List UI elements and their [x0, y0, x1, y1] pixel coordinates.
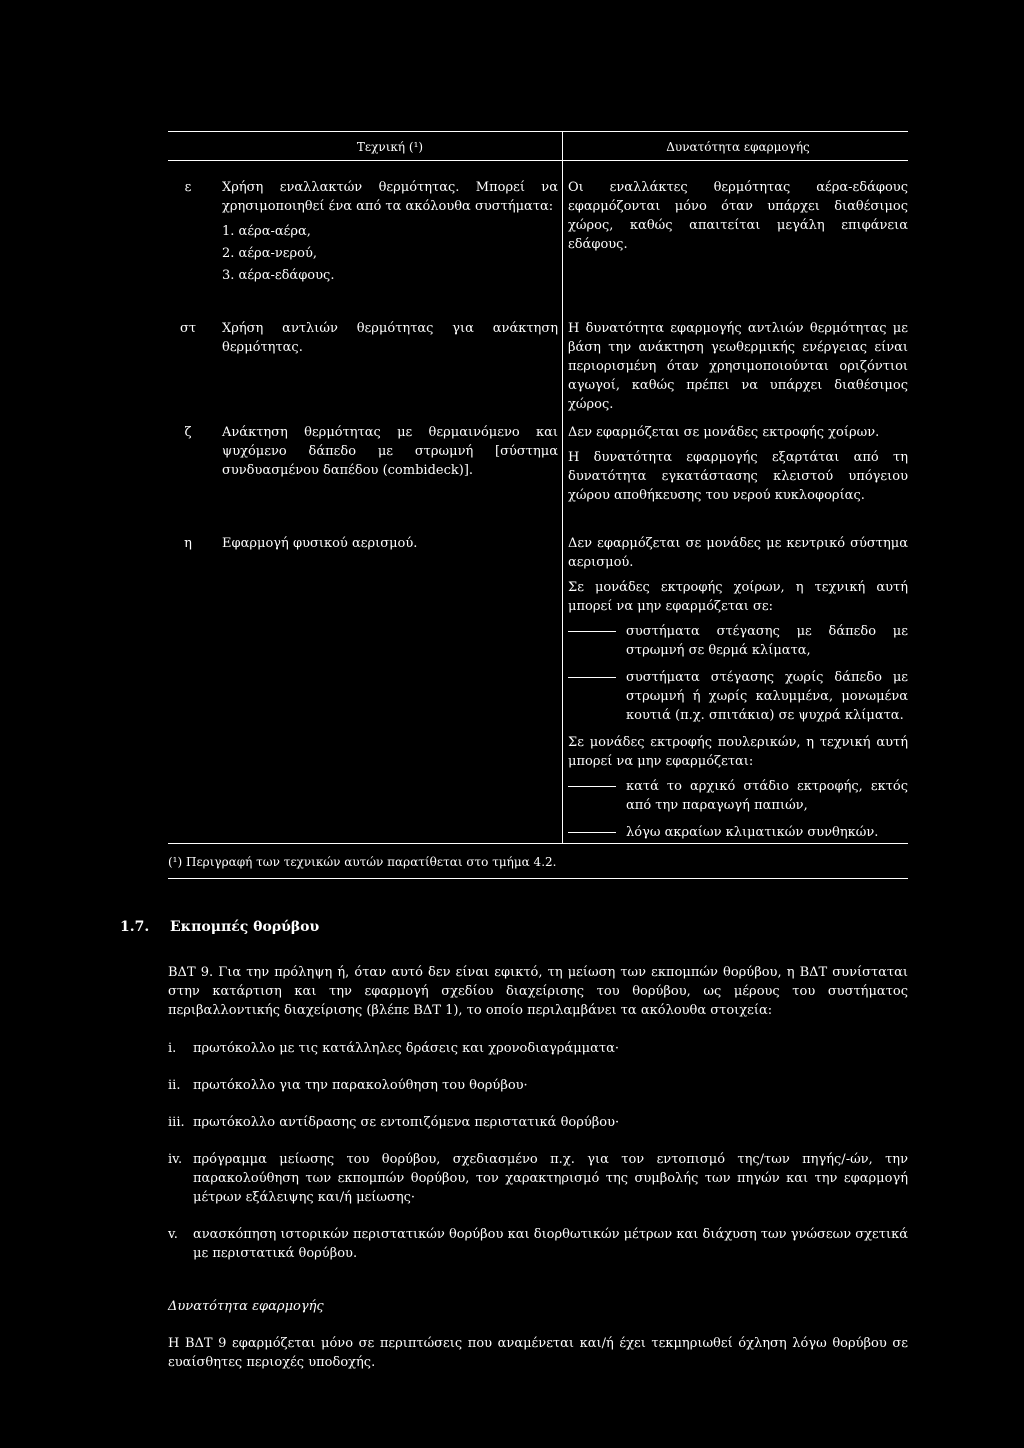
dash-list-item	[568, 777, 908, 815]
list-item	[168, 1076, 908, 1095]
list-item	[168, 1225, 908, 1263]
dash-list-item	[568, 823, 908, 842]
list-number: ii.	[168, 1078, 181, 1093]
applicability-cell	[568, 423, 908, 511]
table-header-rule	[168, 160, 908, 161]
dash-icon	[568, 786, 616, 787]
table-footnote: (¹) Περιγραφή των τεχνικών αυτών παρατίθεται στο τμήμα 4.2.	[168, 855, 557, 869]
bat-paragraph: ΒΔΤ 9. Για την πρόληψη ή, όταν αυτό δεν είναι εφικτό, τη μείωση των εκπομπών θορύβου, η ΒΔΤ συνίσταται στην κατάρτιση και την εφαρμογή σχεδίου διαχείρισης του θορύβου, ως μέρους του συστήματος περιβαλλοντικής διαχείρισης (βλέπε ΒΔΤ 1), το οποίο περιλαμβάνει τα ακόλουθα στοιχεία:	[168, 965, 908, 1018]
dash-list-item	[568, 622, 908, 660]
dash-list-item	[568, 668, 908, 725]
technique-text: Χρήση αντλιών θερμότητας για ανάκτηση θερμότητας.	[222, 321, 558, 355]
row-id: ε	[184, 180, 192, 195]
applicability-text: Σε μονάδες εκτροφής χοίρων, η τεχνική αυτή μπορεί να μην εφαρμόζεται σε:	[568, 580, 908, 614]
technique-cell	[222, 319, 558, 363]
applicability-cell	[568, 178, 908, 260]
list-number: i.	[168, 1041, 177, 1056]
row-id: στ	[179, 321, 197, 336]
applicability-heading: Δυνατότητα εφαρμογής	[168, 1299, 324, 1314]
list-item: 3. αέρα-εδάφους.	[222, 268, 335, 283]
table-header-applicability: Δυνατότητα εφαρμογής	[666, 140, 810, 154]
technique-text: Εφαρμογή φυσικού αερισμού.	[222, 536, 418, 551]
applicability-text: Η δυνατότητα εφαρμογής αντλιών θερμότητας με βάση την ανάκτηση γεωθερμικής ενέργειας είναι περιορισμένη όταν χρησιμοποιούνται οριζόντιοι αγωγοί, καθώς πρέπει να υπάρχει διαθέσιμος χώρος.	[568, 321, 908, 412]
list-item: 1. αέρα-αέρα,	[222, 224, 311, 239]
dash-icon	[568, 631, 616, 632]
technique-cell	[222, 423, 558, 486]
list-item	[168, 1113, 908, 1132]
list-text: πρωτόκολλο για την παρακολούθηση του θορύβου·	[193, 1078, 528, 1093]
list-text: ανασκόπηση ιστορικών περιστατικών θορύβου και διορθωτικών μέτρων και διάχυση των γνώσεων σχετικά με περιστατικά θορύβου.	[193, 1227, 908, 1261]
applicability-cell	[568, 534, 908, 850]
table-column-divider	[562, 131, 563, 843]
dash-item-text: λόγω ακραίων κλιματικών συνθηκών.	[626, 825, 879, 840]
dash-icon	[568, 677, 616, 678]
dash-icon	[568, 832, 616, 833]
technique-text: Χρήση εναλλακτών θερμότητας. Μπορεί να χρησιμοποιηθεί ένα από τα ακόλουθα συστήματα:	[222, 180, 558, 214]
list-text: πρωτόκολλο αντίδρασης σε εντοπιζόμενα περιστατικά θορύβου·	[193, 1115, 620, 1130]
dash-item-text: κατά το αρχικό στάδιο εκτροφής, εκτός από την παραγωγή παπιών,	[626, 779, 908, 813]
applicability-cell	[568, 319, 908, 420]
table-header-technique: Τεχνική (¹)	[356, 140, 424, 154]
list-text: πρωτόκολλο με τις κατάλληλες δράσεις και χρονοδιαγράμματα·	[193, 1041, 619, 1056]
row-id: ζ	[184, 425, 192, 440]
list-number: v.	[168, 1227, 178, 1242]
dash-item-text: συστήματα στέγασης χωρίς δάπεδο με στρωμνή ή χωρίς καλυμμένα, μονωμένα κουτιά (π.χ. σπιτάκια) σε ψυχρά κλίματα.	[626, 670, 908, 723]
applicability-text: Οι εναλλάκτες θερμότητας αέρα-εδάφους εφαρμόζονται μόνο όταν υπάρχει διαθέσιμος χώρος, καθώς απαιτείται μεγάλη επιφάνεια εδάφους.	[568, 180, 908, 252]
row-id: η	[184, 536, 192, 551]
list-item	[168, 1039, 908, 1058]
list-number: iii.	[168, 1115, 185, 1130]
technique-cell	[222, 534, 558, 559]
technique-text: Ανάκτηση θερμότητας με θερμαινόμενο και ψυχόμενο δάπεδο με στρωμνή [σύστημα συνδυασμένου δαπέδου (combideck)].	[222, 425, 558, 478]
list-number: iv.	[168, 1152, 183, 1167]
table-top-rule	[168, 131, 908, 132]
section-title: Εκπομπές θορύβου	[170, 919, 320, 935]
list-text: πρόγραμμα μείωσης του θορύβου, σχεδιασμένο π.χ. για τον εντοπισμό της/των πηγής/-ών, την παρακολούθηση των εκπομπών θορύβου, τον χαρακτηρισμό της συμβολής των πηγών και την εφαρμογή μέτρων εξάλειψης και/ή μείωσης·	[193, 1152, 908, 1205]
dash-item-text: συστήματα στέγασης με δάπεδο με στρωμνή σε θερμά κλίματα,	[626, 624, 908, 658]
applicability-paragraph: Η ΒΔΤ 9 εφαρμόζεται μόνο σε περιπτώσεις που αναμένεται και/ή έχει τεκμηριωθεί όχληση λόγω θορύβου σε ευαίσθητες περιοχές υποδοχής.	[168, 1336, 908, 1370]
footnote-rule	[168, 878, 908, 879]
section-number: 1.7.	[120, 919, 150, 935]
technique-cell	[222, 178, 558, 288]
applicability-text: Δεν εφαρμόζεται σε μονάδες με κεντρικό σύστημα αερισμού.	[568, 536, 908, 570]
applicability-text: Δεν εφαρμόζεται σε μονάδες εκτροφής χοίρων.	[568, 425, 880, 440]
section-heading	[120, 918, 319, 937]
applicability-text: Η δυνατότητα εφαρμογής εξαρτάται από τη δυνατότητα εγκατάστασης κλειστού υπόγειου χώρου αποθήκευσης του νερού κυκλοφορίας.	[568, 450, 908, 503]
applicability-text: Σε μονάδες εκτροφής πουλερικών, η τεχνική αυτή μπορεί να μην εφαρμόζεται:	[568, 735, 908, 769]
list-item: 2. αέρα-νερού,	[222, 246, 318, 261]
list-item	[168, 1150, 908, 1207]
